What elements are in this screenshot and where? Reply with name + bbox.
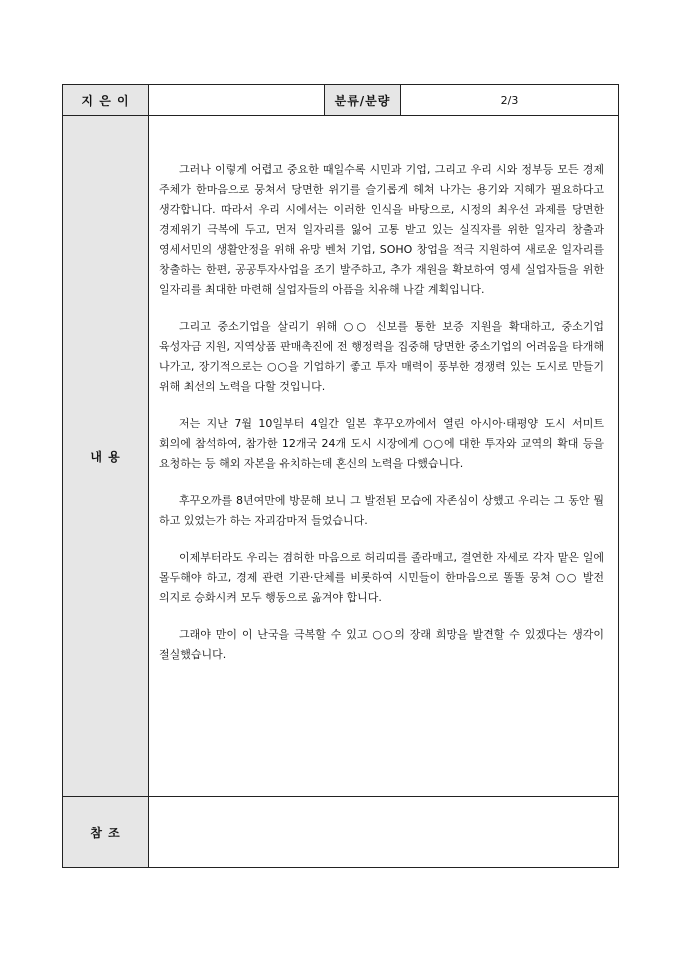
paragraph-2: 그리고 중소기업을 살리기 위해 ○○ 신보를 통한 보증 지원을 확대하고, 중소기업 육성자금 지원, 지역상품 판매촉진에 전 행정력을 집중해 당면한 중소기업의 어려움을 타개해 나가고, 장기적으로는 ○○을 기업하기 좋고 투자 매력이 풍부한 경쟁력 있는 도시로 만들기 위해 최선의 노력을 다할 것입니다. [159, 320, 604, 393]
content-cell [149, 116, 619, 797]
reference-label: 참 조 [63, 797, 149, 868]
content-row [63, 116, 619, 797]
author-label: 지 은 이 [63, 85, 149, 116]
paragraph-5: 이제부터라도 우리는 겸허한 마음으로 허리띠를 졸라매고, 결연한 자세로 각자 맡은 일에 몰두해야 하고, 경제 관련 기관·단체를 비롯하여 시민들이 한마음으로 똘똘 뭉쳐 ○○ 발전 의지로 승화시켜 모두 행동으로 옮겨야 합니다. [159, 551, 604, 604]
header-row [63, 85, 619, 116]
paragraph-3: 저는 지난 7월 10일부터 4일간 일본 후꾸오까에서 열린 아시아·태평양 도시 서미트 회의에 참석하여, 참가한 12개국 24개 도시 시장에게 ○○에 대한 투자와 교역의 확대 등을 요청하는 등 해외 자본을 유치하는데 혼신의 노력을 다했습니다. [159, 417, 604, 470]
paragraph-4: 후꾸오까를 8년여만에 방문해 보니 그 발전된 모습에 자존심이 상했고 우리는 그 동안 뭘 하고 있었는가 하는 자괴감마저 들었습니다. [159, 494, 604, 527]
reference-row [63, 797, 619, 868]
paragraph-1: 그러나 이렇게 어렵고 중요한 때일수록 시민과 기업, 그리고 우리 시와 정부등 모든 경제 주체가 한마음으로 뭉쳐서 당면한 위기를 슬기롭게 헤쳐 나가는 용기와 지혜가 필요하다고 생각합니다. 따라서 우리 시에서는 이러한 인식을 바탕으로, 시정의 최우선 과제를 당면한 경제위기 극복에 두고, 먼저 일자리를 잃어 고통 받고 있는 실직자를 위한 일자리 창출과 영세서민의 생활안정을 위해 유망 벤처 기업, SOHO 창업을 적극 지원하여 새로운 일자리를 창출하는 한편, 공공투자사업을 조기 발주하고, 추가 재원을 확보하여 영세 실업자들을 위한 일자리를 최대한 마련해 실업자들의 아픔을 치유해 나갈 계획입니다. [159, 163, 604, 296]
category-value: 2/3 [401, 85, 619, 116]
content-body [149, 116, 618, 665]
category-label: 분류/분량 [325, 85, 401, 116]
author-value [149, 85, 325, 116]
document-form-table [62, 84, 619, 868]
paragraph-6: 그래야 만이 이 난국을 극복할 수 있고 ○○의 장래 희망을 발견할 수 있겠다는 생각이 절실했습니다. [159, 628, 604, 661]
reference-value [149, 797, 619, 868]
content-label: 내 용 [63, 116, 149, 797]
